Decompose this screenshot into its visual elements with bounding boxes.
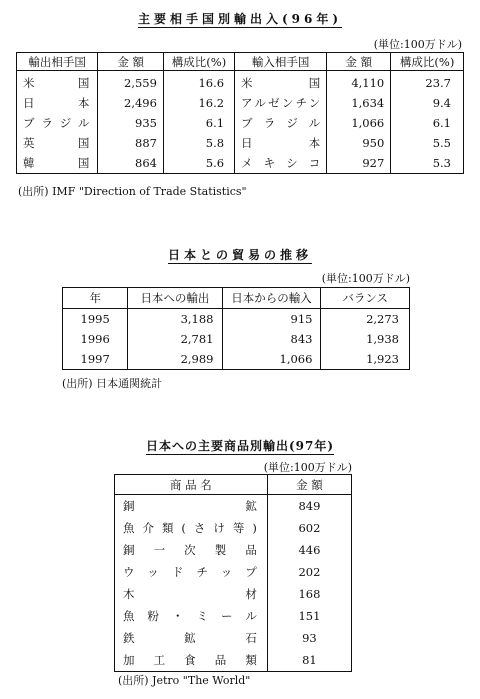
export-to-japan-cell: 2,781 [128,329,222,349]
export-country-cell: 日本 [23,96,90,110]
balance-cell: 1,938 [321,329,410,349]
export-to-japan-cell: 2,989 [128,349,222,370]
table-row [17,71,464,94]
section2-title: 日本との貿易の推移 [167,248,312,262]
import-country-cell: 米国 [235,71,327,94]
header-import-share: 構成比(%) [391,53,464,71]
table-header-row [63,288,410,309]
import-from-japan-cell: 915 [222,309,321,330]
commodity-amount-cell: 202 [267,561,351,583]
export-to-japan-cell: 3,188 [128,309,222,330]
year-cell: 1995 [63,309,128,330]
header-import-country: 輸入相手国 [235,53,327,71]
table-row [63,309,410,330]
import-amount-cell: 1,634 [327,93,391,113]
section3-source: (出所) Jetro "The World" [118,674,251,687]
export-amount-cell: 2,496 [98,93,164,113]
section3-unit: (単位:100万ドル) [263,461,352,474]
commodity-amount-cell: 446 [267,539,351,561]
table-header-row [115,475,352,495]
table-row [115,495,352,518]
commodity-name-cell: 加工食品類 [123,653,257,667]
import-country-cell: ブラジル [235,113,327,133]
import-country-cell: メキシコ [235,153,327,174]
commodity-name-cell: 鉄鉱石 [123,631,257,645]
table-row [115,583,352,605]
import-amount-cell: 4,110 [327,71,391,94]
table-row [17,93,464,113]
table-row [115,627,352,649]
import-share-cell: 5.5 [391,133,464,153]
section1-unit: (単位:100万ドル) [373,38,462,51]
header-import-amount: 金 額 [327,53,391,71]
section2-source: (出所) 日本通関統計 [62,377,163,390]
export-share-cell: 5.8 [163,133,234,153]
header-export-share: 構成比(%) [163,53,234,71]
export-amount-cell: 935 [98,113,164,133]
section3-title: 日本への主要商品別輸出(97年) [145,439,335,453]
import-from-japan-cell: 1,066 [222,349,321,370]
header-balance: バランス [321,288,410,309]
table-row [63,329,410,349]
export-amount-cell: 864 [98,153,164,174]
import-amount-cell: 927 [327,153,391,174]
export-country-cell: 米国 [23,76,90,90]
balance-cell: 2,273 [321,309,410,330]
commodity-name-cell: ウッドチップ [123,565,257,579]
commodity-name-cell: 銅一次製品 [123,543,257,557]
export-share-cell: 6.1 [163,113,234,133]
section1-title: 主要相手国別輸出入(96年) [137,12,343,26]
header-export-amount: 金 額 [98,53,164,71]
table-row [115,561,352,583]
import-share-cell: 23.7 [391,71,464,94]
commodity-name-cell: 銅鉱 [123,499,257,513]
balance-cell: 1,923 [321,349,410,370]
table-row [115,649,352,672]
header-import-from-japan: 日本からの輸入 [222,288,321,309]
export-amount-cell: 2,559 [98,71,164,94]
table-row [17,153,464,174]
commodity-amount-cell: 602 [267,517,351,539]
table-row [115,605,352,627]
country-trade-table [16,52,464,174]
import-amount-cell: 950 [327,133,391,153]
export-country-cell: 英国 [23,136,90,150]
year-cell: 1996 [63,329,128,349]
export-country-cell: ブラジル [23,116,90,130]
section2-unit: (単位:100万ドル) [321,272,410,285]
export-country-cell: 韓国 [23,156,90,170]
export-share-cell: 5.6 [163,153,234,174]
trade-trend-table [62,287,410,370]
header-export-country: 輸出相手国 [17,53,98,71]
import-amount-cell: 1,066 [327,113,391,133]
header-commodity-amount: 金 額 [267,475,351,495]
import-country-cell: 日本 [235,133,327,153]
commodity-name-cell: 木材 [123,587,257,601]
year-cell: 1997 [63,349,128,370]
import-share-cell: 6.1 [391,113,464,133]
table-header-row [17,53,464,71]
commodity-amount-cell: 93 [267,627,351,649]
export-share-cell: 16.6 [163,71,234,94]
commodity-amount-cell: 849 [267,495,351,518]
commodity-amount-cell: 168 [267,583,351,605]
import-share-cell: 9.4 [391,93,464,113]
header-export-to-japan: 日本への輸出 [128,288,222,309]
section1-source: (出所) IMF "Direction of Trade Statistics" [18,185,247,198]
commodity-name-cell: 魚介類(さけ等) [123,521,257,535]
table-row [115,517,352,539]
header-commodity-name: 商 品 名 [115,475,268,495]
commodity-export-table [114,474,352,672]
import-share-cell: 5.3 [391,153,464,174]
table-row [17,133,464,153]
commodity-amount-cell: 81 [267,649,351,672]
header-year: 年 [63,288,128,309]
table-row [17,113,464,133]
export-share-cell: 16.2 [163,93,234,113]
export-amount-cell: 887 [98,133,164,153]
table-row [63,349,410,370]
import-country-cell: アルゼンチン [235,93,327,113]
commodity-name-cell: 魚粉・ミール [123,609,257,623]
commodity-amount-cell: 151 [267,605,351,627]
table-row [115,539,352,561]
import-from-japan-cell: 843 [222,329,321,349]
